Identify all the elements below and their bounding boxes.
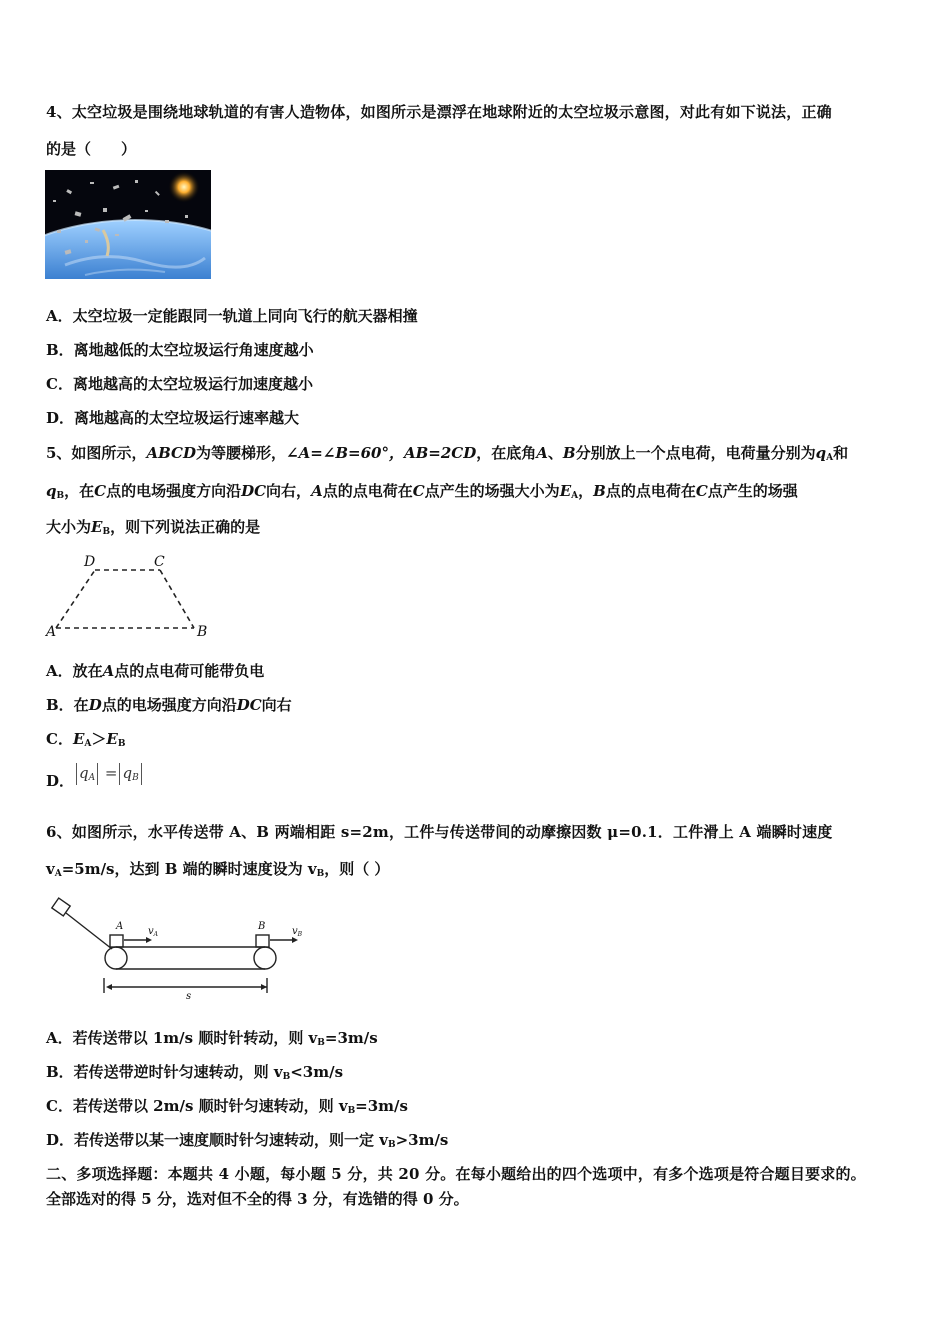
q6-option-d: D．若传送带以某一速度顺时针匀速转动，则一定 $v_B>3m/s$ xyxy=(46,1131,449,1150)
q6-stem-line1: 6、如图所示，水平传送带 A、B 两端相距 s=2m，工件与传送带间的动摩擦因数 μ=0.1．工件滑上 A 端瞬时速度 xyxy=(46,823,833,841)
q5-stem-line3: 大小为$E_B$，则下列说法正确的是 xyxy=(46,518,261,537)
section2-heading-line1: 二、多项选择题：本题共 4 小题，每小题 5 分，共 20 分。在每小题给出的四个选项中，有多个选项是符合题目要求的。 xyxy=(46,1165,866,1183)
q5-option-d: D． $q_A = q_B$ xyxy=(46,770,144,791)
section2-heading-line2: 全部选对的得 5 分，选对但不全的得 3 分，有选错的得 0 分。 xyxy=(46,1190,469,1208)
q5-option-b: B．在D点的电场强度方向沿DC向右 xyxy=(46,696,292,714)
fig-label-c: C xyxy=(154,554,165,570)
q5-stem-line1: 5、如图所示，ABCD为等腰梯形，∠A=∠B=60°，AB=2CD，在底角A、B分别放上一个点电荷，电荷量分别为$q_A$和 xyxy=(46,444,849,463)
q6-option-b: B．若传送带逆时针匀速转动，则 $v_B<3m/s$ xyxy=(46,1063,344,1082)
fig-label-vb: $v_B$ xyxy=(292,926,303,938)
q4-option-b: B．离地越低的太空垃圾运行角速度越小 xyxy=(46,341,314,359)
fig-label-b: B xyxy=(197,624,208,640)
workpiece-a xyxy=(110,935,123,947)
q5-stem-line2: $q_B$，在C点的电场强度方向沿DC向右，A点的点电荷在C点产生的场强大小为$E_A$，B点的点电荷在C点产生的场强 xyxy=(46,482,798,501)
fig-label-s: s xyxy=(186,991,192,1002)
q4-option-c: C．离地越高的太空垃圾运行加速度越小 xyxy=(46,375,313,393)
q6-option-a: A．若传送带以 1m/s 顺时针转动，则 $v_B=3m/s$ xyxy=(46,1029,378,1048)
q4-stem-line1: 4、太空垃圾是围绕地球轨道的有害人造物体，如图所示是漂浮在地球附近的太空垃圾示意图，对此有如下说法，正确 xyxy=(46,103,832,121)
q5-option-c: C．$E_A>E_B$ xyxy=(46,730,126,749)
fig-label-a: A xyxy=(116,921,124,932)
fig-label-b: B xyxy=(258,921,266,932)
space-debris-image xyxy=(45,170,211,279)
q5-option-a: A．放在A点的点电荷可能带负电 xyxy=(46,662,265,680)
q6-stem-line2: $v_A=5m/s$，达到 B 端的瞬时速度设为 $v_B$，则（ ） xyxy=(46,860,390,879)
q6-option-c: C．若传送带以 2m/s 顺时针匀速转动，则 $v_B=3m/s$ xyxy=(46,1097,408,1116)
fig-label-va: $v_A$ xyxy=(148,926,158,938)
workpiece-b xyxy=(256,935,269,947)
q4-option-a: A．太空垃圾一定能跟同一轨道上同向飞行的航天器相撞 xyxy=(46,307,418,325)
trapezoid-diagram xyxy=(44,552,214,642)
q4-option-d: D．离地越高的太空垃圾运行速率越大 xyxy=(46,409,300,427)
q4-stem-line2: 的是（ ） xyxy=(46,140,137,158)
fig-label-a: A xyxy=(46,624,57,640)
conveyor-belt-diagram xyxy=(46,893,308,1003)
fig-label-d: D xyxy=(84,554,96,570)
